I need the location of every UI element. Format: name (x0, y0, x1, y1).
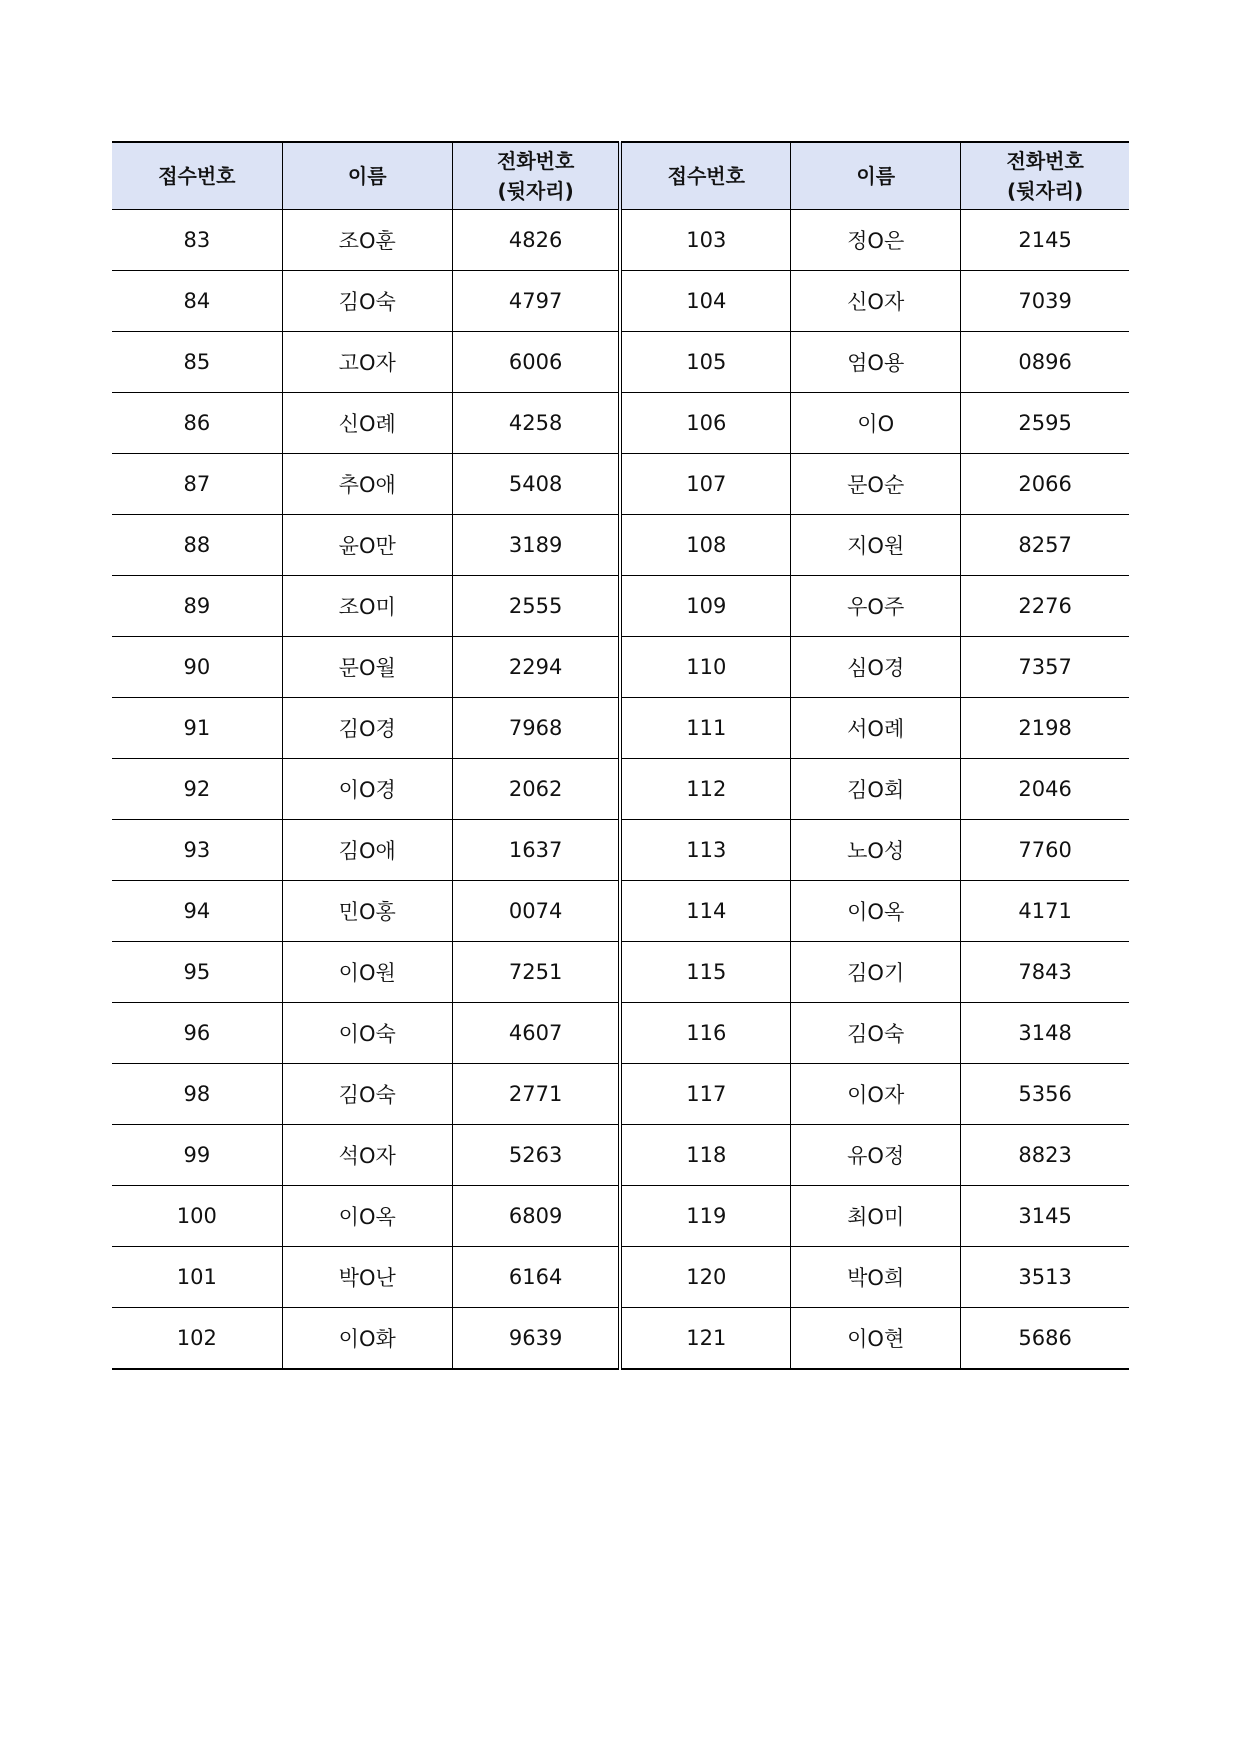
left-phone-cell: 5408 (452, 454, 620, 515)
right-number-cell: 119 (620, 1186, 790, 1247)
table-row (112, 637, 1129, 698)
right-name-cell: 이O (791, 393, 961, 454)
left-name-cell: 석O자 (282, 1125, 452, 1186)
left-name-cell: 고O자 (282, 332, 452, 393)
left-name-cell: 윤O만 (282, 515, 452, 576)
left-name-cell: 추O애 (282, 454, 452, 515)
right-name-cell: 최O미 (791, 1186, 961, 1247)
header-name-right: 이름 (791, 142, 961, 210)
left-number-cell: 84 (112, 271, 282, 332)
table-row (112, 515, 1129, 576)
left-number-cell: 102 (112, 1308, 282, 1370)
header-phone-right: 전화번호 (뒷자리) (961, 142, 1129, 210)
table-row (112, 1064, 1129, 1125)
table-row (112, 454, 1129, 515)
table-row (112, 1186, 1129, 1247)
applicant-table-container (112, 141, 1129, 1370)
right-number-cell: 104 (620, 271, 790, 332)
left-phone-cell: 7251 (452, 942, 620, 1003)
left-phone-cell: 5263 (452, 1125, 620, 1186)
left-name-cell: 조O훈 (282, 210, 452, 271)
right-name-cell: 서O례 (791, 698, 961, 759)
right-number-cell: 107 (620, 454, 790, 515)
applicant-table (112, 141, 1129, 1370)
right-phone-cell: 5356 (961, 1064, 1129, 1125)
table-row (112, 210, 1129, 271)
right-phone-cell: 3513 (961, 1247, 1129, 1308)
right-phone-cell: 2595 (961, 393, 1129, 454)
right-number-cell: 113 (620, 820, 790, 881)
header-number-left: 접수번호 (112, 142, 282, 210)
right-phone-cell: 4171 (961, 881, 1129, 942)
left-phone-cell: 2555 (452, 576, 620, 637)
right-name-cell: 심O경 (791, 637, 961, 698)
table-body (112, 210, 1129, 1370)
right-number-cell: 105 (620, 332, 790, 393)
table-row (112, 698, 1129, 759)
left-name-cell: 이O숙 (282, 1003, 452, 1064)
right-phone-cell: 2046 (961, 759, 1129, 820)
left-number-cell: 87 (112, 454, 282, 515)
left-number-cell: 95 (112, 942, 282, 1003)
right-phone-cell: 2066 (961, 454, 1129, 515)
left-phone-cell: 1637 (452, 820, 620, 881)
left-phone-cell: 9639 (452, 1308, 620, 1370)
left-phone-cell: 6809 (452, 1186, 620, 1247)
left-phone-cell: 4607 (452, 1003, 620, 1064)
right-phone-cell: 7760 (961, 820, 1129, 881)
left-number-cell: 96 (112, 1003, 282, 1064)
left-number-cell: 101 (112, 1247, 282, 1308)
right-name-cell: 문O순 (791, 454, 961, 515)
left-name-cell: 이O화 (282, 1308, 452, 1370)
right-number-cell: 108 (620, 515, 790, 576)
left-phone-cell: 6164 (452, 1247, 620, 1308)
left-name-cell: 이O옥 (282, 1186, 452, 1247)
right-name-cell: 엄O용 (791, 332, 961, 393)
table-row (112, 332, 1129, 393)
left-number-cell: 100 (112, 1186, 282, 1247)
right-name-cell: 김O기 (791, 942, 961, 1003)
table-row (112, 820, 1129, 881)
header-name-left: 이름 (282, 142, 452, 210)
table-row (112, 1003, 1129, 1064)
left-number-cell: 90 (112, 637, 282, 698)
header-row (112, 142, 1129, 210)
left-phone-cell: 4258 (452, 393, 620, 454)
left-number-cell: 94 (112, 881, 282, 942)
right-name-cell: 지O원 (791, 515, 961, 576)
right-phone-cell: 3145 (961, 1186, 1129, 1247)
right-name-cell: 김O회 (791, 759, 961, 820)
left-phone-cell: 4797 (452, 271, 620, 332)
table-row (112, 759, 1129, 820)
right-name-cell: 박O희 (791, 1247, 961, 1308)
left-name-cell: 민O홍 (282, 881, 452, 942)
right-number-cell: 121 (620, 1308, 790, 1370)
table-row (112, 576, 1129, 637)
right-name-cell: 정O은 (791, 210, 961, 271)
right-name-cell: 신O자 (791, 271, 961, 332)
left-number-cell: 83 (112, 210, 282, 271)
left-number-cell: 88 (112, 515, 282, 576)
right-name-cell: 우O주 (791, 576, 961, 637)
table-row (112, 881, 1129, 942)
left-number-cell: 86 (112, 393, 282, 454)
left-name-cell: 이O원 (282, 942, 452, 1003)
table-row (112, 1125, 1129, 1186)
left-phone-cell: 4826 (452, 210, 620, 271)
header-number-right: 접수번호 (620, 142, 790, 210)
right-number-cell: 106 (620, 393, 790, 454)
left-name-cell: 신O례 (282, 393, 452, 454)
left-number-cell: 91 (112, 698, 282, 759)
left-name-cell: 김O숙 (282, 1064, 452, 1125)
header-phone-left: 전화번호 (뒷자리) (452, 142, 620, 210)
right-phone-cell: 0896 (961, 332, 1129, 393)
right-number-cell: 118 (620, 1125, 790, 1186)
right-number-cell: 120 (620, 1247, 790, 1308)
left-name-cell: 이O경 (282, 759, 452, 820)
left-number-cell: 89 (112, 576, 282, 637)
right-name-cell: 노O성 (791, 820, 961, 881)
table-row (112, 1308, 1129, 1370)
table-header (112, 142, 1129, 210)
left-name-cell: 박O난 (282, 1247, 452, 1308)
left-name-cell: 김O경 (282, 698, 452, 759)
left-phone-cell: 7968 (452, 698, 620, 759)
left-phone-cell: 2294 (452, 637, 620, 698)
right-phone-cell: 5686 (961, 1308, 1129, 1370)
right-phone-cell: 2198 (961, 698, 1129, 759)
left-name-cell: 조O미 (282, 576, 452, 637)
right-name-cell: 이O자 (791, 1064, 961, 1125)
table-row (112, 393, 1129, 454)
left-name-cell: 김O애 (282, 820, 452, 881)
right-name-cell: 김O숙 (791, 1003, 961, 1064)
right-number-cell: 112 (620, 759, 790, 820)
left-phone-cell: 2062 (452, 759, 620, 820)
right-phone-cell: 7357 (961, 637, 1129, 698)
left-number-cell: 99 (112, 1125, 282, 1186)
right-phone-cell: 3148 (961, 1003, 1129, 1064)
right-name-cell: 이O옥 (791, 881, 961, 942)
left-name-cell: 김O숙 (282, 271, 452, 332)
left-phone-cell: 3189 (452, 515, 620, 576)
left-phone-cell: 0074 (452, 881, 620, 942)
right-name-cell: 이O현 (791, 1308, 961, 1370)
right-phone-cell: 8823 (961, 1125, 1129, 1186)
right-phone-cell: 7843 (961, 942, 1129, 1003)
table-row (112, 942, 1129, 1003)
right-number-cell: 116 (620, 1003, 790, 1064)
left-number-cell: 85 (112, 332, 282, 393)
right-number-cell: 114 (620, 881, 790, 942)
right-phone-cell: 2276 (961, 576, 1129, 637)
left-number-cell: 93 (112, 820, 282, 881)
right-number-cell: 117 (620, 1064, 790, 1125)
right-number-cell: 103 (620, 210, 790, 271)
table-row (112, 1247, 1129, 1308)
left-number-cell: 92 (112, 759, 282, 820)
right-number-cell: 109 (620, 576, 790, 637)
left-phone-cell: 6006 (452, 332, 620, 393)
table-row (112, 271, 1129, 332)
left-name-cell: 문O월 (282, 637, 452, 698)
right-phone-cell: 2145 (961, 210, 1129, 271)
right-number-cell: 110 (620, 637, 790, 698)
right-phone-cell: 7039 (961, 271, 1129, 332)
left-number-cell: 98 (112, 1064, 282, 1125)
right-phone-cell: 8257 (961, 515, 1129, 576)
right-number-cell: 115 (620, 942, 790, 1003)
left-phone-cell: 2771 (452, 1064, 620, 1125)
right-name-cell: 유O정 (791, 1125, 961, 1186)
right-number-cell: 111 (620, 698, 790, 759)
